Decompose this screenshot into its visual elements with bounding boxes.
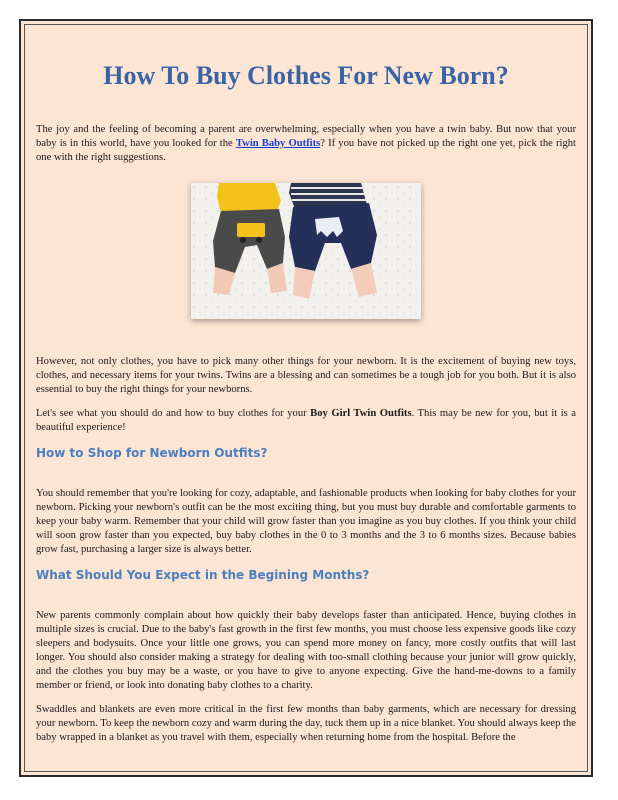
intro-paragraph bbox=[36, 123, 576, 165]
page-title: How To Buy Clothes For New Born? bbox=[103, 61, 509, 90]
section2-heading: What Should You Expect in the Begining Months? bbox=[36, 568, 370, 582]
document-content bbox=[36, 61, 576, 755]
twin-babies-photo bbox=[191, 183, 421, 319]
twin-baby-outfits-link[interactable]: Twin Baby Outfits bbox=[235, 138, 321, 149]
para3-text-after: . This may be new for you, but it is a beautiful experience! bbox=[36, 408, 577, 433]
twin-babies-photo-icon bbox=[191, 183, 421, 319]
paragraph-3 bbox=[36, 407, 576, 435]
para3-text-before: Let's see what you should do and how to buy clothes for your bbox=[36, 408, 311, 419]
document-page bbox=[19, 19, 593, 777]
intro-text-after: ? If you have not picked up the right one yet, pick the right one with the right suggestions. bbox=[36, 138, 576, 163]
section2-body-2: Swaddles and blankets are even more critical in the first few months than baby garments, which are necessary for dressing your newborn. To keep the newborn cozy and warm during the day, tuck them up in a nice blanket. You should always keep the baby wrapped in a blanket as you travel with them, especially when returning home from the hospital. Before the bbox=[36, 704, 576, 743]
intro-text-before: The joy and the feeling of becoming a parent are overwhelming, especially when you have a twin baby. But now that your baby is in this world, have you looked for the bbox=[36, 124, 576, 149]
paragraph-2: However, not only clothes, you have to pick many other things for your newborn. It is the excitement of buying new toys, clothes, and necessary items for your twins. Twins are a blessing and can sometimes be a tough job for you both. But it is also essential to buy the right things for your newborns. bbox=[36, 356, 576, 395]
section2-body-1: New parents commonly complain about how quickly their baby develops faster than anticipated. Hence, buying clothes in multiple sizes is crucial. Due to the baby's fast growth in the first few months, you must choose less expensive goods like cozy sleepers and bodysuits. Once your little one grows, you can spend more money on fancy, more costly outfits that will last longer. You should also consider making a strategy for dealing with too-small clothing because your junior will grow quickly, and the clothes you buy may be a waste, or you have to give to anyone expecting. Give the hand-me-downs to a family member or friend, or look into donating baby clothes to a charity. bbox=[36, 610, 576, 691]
section1-body: You should remember that you're looking for cozy, adaptable, and fashionable products when looking for baby clothes for your newborn. Picking your newborn's outfit can be the most exciting thing, but you must buy durable and comfortable garments to keep your baby warm. Remember that your child will grow faster than you imagine as you buy clothes. If you think your child will soon grow faster than you expected, buy baby clothes in the 0 to 3 months and the 3 to 6 months sizes. Because babies grow fast, purchasing a larger size is always better. bbox=[36, 488, 576, 555]
boy-girl-twin-outfits-bold: Boy Girl Twin Outfits bbox=[310, 408, 412, 419]
section1-heading: How to Shop for Newborn Outfits? bbox=[36, 446, 268, 460]
